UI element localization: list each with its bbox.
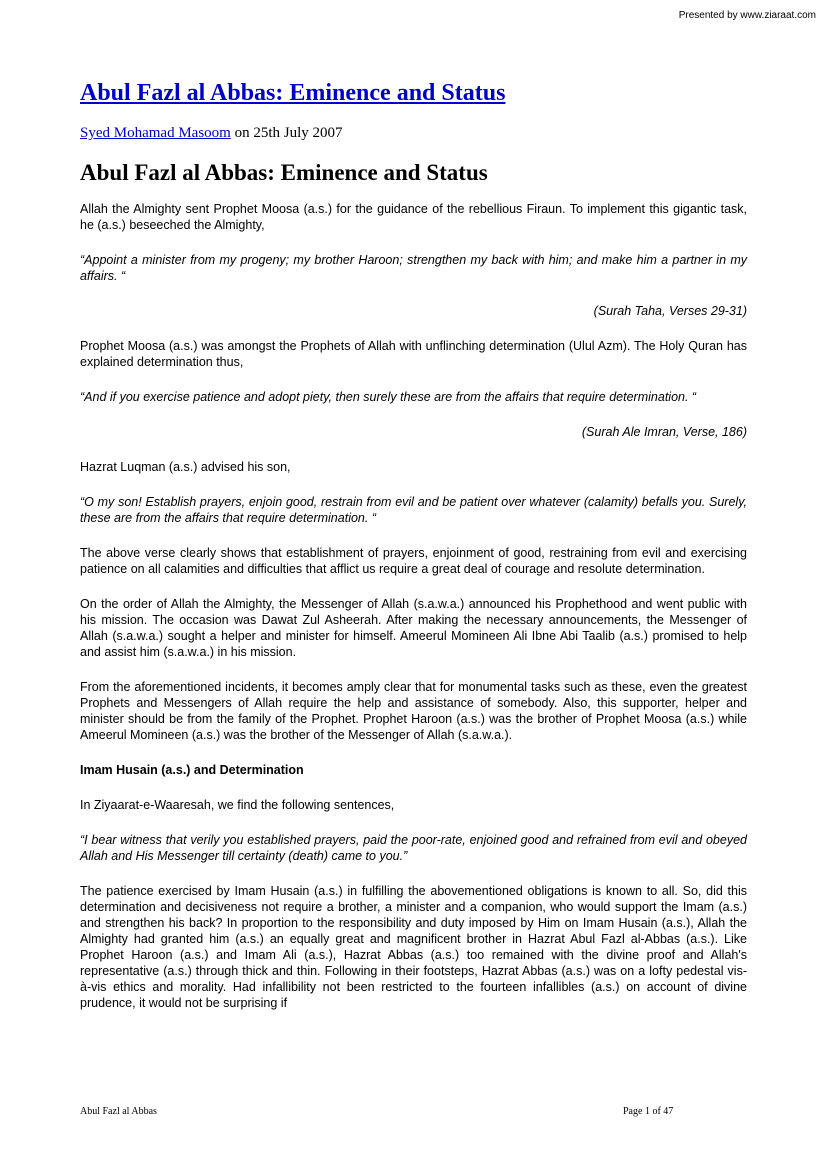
post-date: on 25th July 2007: [230, 125, 343, 141]
article-title-link[interactable]: Abul Fazl al Abbas: Eminence and Status: [80, 80, 506, 106]
paragraph: The patience exercised by Imam Husain (a.s.) in fulfilling the abovementioned obligations is known to all. So, did this determination and decisiveness not require a brother, a minister and a companion, who would support the Imam (a.s.) and strengthen his back? In proportion to the responsibility and duty imposed by Him on Imam Husain (a.s.), Allah the Almighty had granted him (a.s.) an equally great and magnificent brother in Hazrat Abul Fazl al-Abbas (a.s.). Like Prophet Haroon (a.s.) and Imam Ali (a.s.), Hazrat Abbas (a.s.) too remained with the divine proof and Allah's representative (a.s.) through thick and thin. Following in their footsteps, Hazrat Abbas (a.s.) was on a lofty pedestal vis-à-vis ethics and morality. Had infallibility not been restricted to the fourteen infallibles (a.s.) on account of divine prudence, it would not be surprising if: [80, 884, 747, 1010]
quote-reference: (Surah Ale Imran, Verse, 186): [581, 425, 747, 439]
page-number: Page 1 of 47: [623, 1106, 674, 1117]
paragraph: On the order of Allah the Almighty, the Messenger of Allah (s.a.w.a.) announced his Prophethood and went public with his mission. The occasion was Dawat Zul Asheerah. After making the necessary announcements, the Messenger of Allah (s.a.w.a.) sought a helper and minister for himself. Ameerul Momineen Ali Ibne Abi Taalib (a.s.) promised to help and assist him (s.a.w.a.) in his mission.: [80, 597, 747, 659]
presented-by-text: Presented by www.ziaraat.com: [678, 10, 816, 21]
paragraph: Hazrat Luqman (a.s.) advised his son,: [80, 460, 291, 474]
paragraph: From the aforementioned incidents, it becomes amply clear that for monumental tasks such as these, even the greatest Prophets and Messengers of Allah require the help and assistance of somebody. Also, this supporter, helper and minister should be from the family of the Prophet. Prophet Haroon (a.s.) was the brother of Prophet Moosa (a.s.) while Ameerul Momineen (a.s.) was the brother of the Messenger of Allah (s.a.w.a.).: [80, 680, 747, 742]
author-link[interactable]: Syed Mohamad Masoom: [80, 125, 231, 141]
quote-reference: (Surah Taha, Verses 29-31): [593, 304, 747, 318]
footer-title: Abul Fazl al Abbas: [80, 1106, 157, 1117]
paragraph: Prophet Moosa (a.s.) was amongst the Prophets of Allah with unflinching determination (Ulul Azm). The Holy Quran has explained determination thus,: [80, 339, 747, 369]
paragraph: The above verse clearly shows that establishment of prayers, enjoinment of good, restraining from evil and exercising patience on all calamities and difficulties that afflict us require a great deal of courage and resolute determination.: [80, 546, 747, 576]
section-subheading: Imam Husain (a.s.) and Determination: [80, 763, 304, 777]
paragraph: Allah the Almighty sent Prophet Moosa (a.s.) for the guidance of the rebellious Firaun. To implement this gigantic task, he (a.s.) beseeched the Almighty,: [80, 202, 747, 232]
quote: “O my son! Establish prayers, enjoin good, restrain from evil and be patient over whatever (calamity) befalls you. Surely, these are from the affairs that require determination. “: [80, 495, 747, 525]
paragraph: In Ziyaarat-e-Waaresah, we find the following sentences,: [80, 798, 395, 812]
quote: “I bear witness that verily you established prayers, paid the poor-rate, enjoined good and refrained from evil and obeyed Allah and His Messenger till certainty (death) came to you.”: [80, 833, 747, 863]
article-body: [80, 80, 747, 1011]
quote: “And if you exercise patience and adopt piety, then surely these are from the affairs that require determination. “: [80, 390, 697, 404]
article-heading: Abul Fazl al Abbas: Eminence and Status: [80, 160, 488, 185]
quote: “Appoint a minister from my progeny; my brother Haroon; strengthen my back with him; and make him a partner in my affairs. “: [80, 253, 747, 283]
byline: [80, 125, 747, 142]
